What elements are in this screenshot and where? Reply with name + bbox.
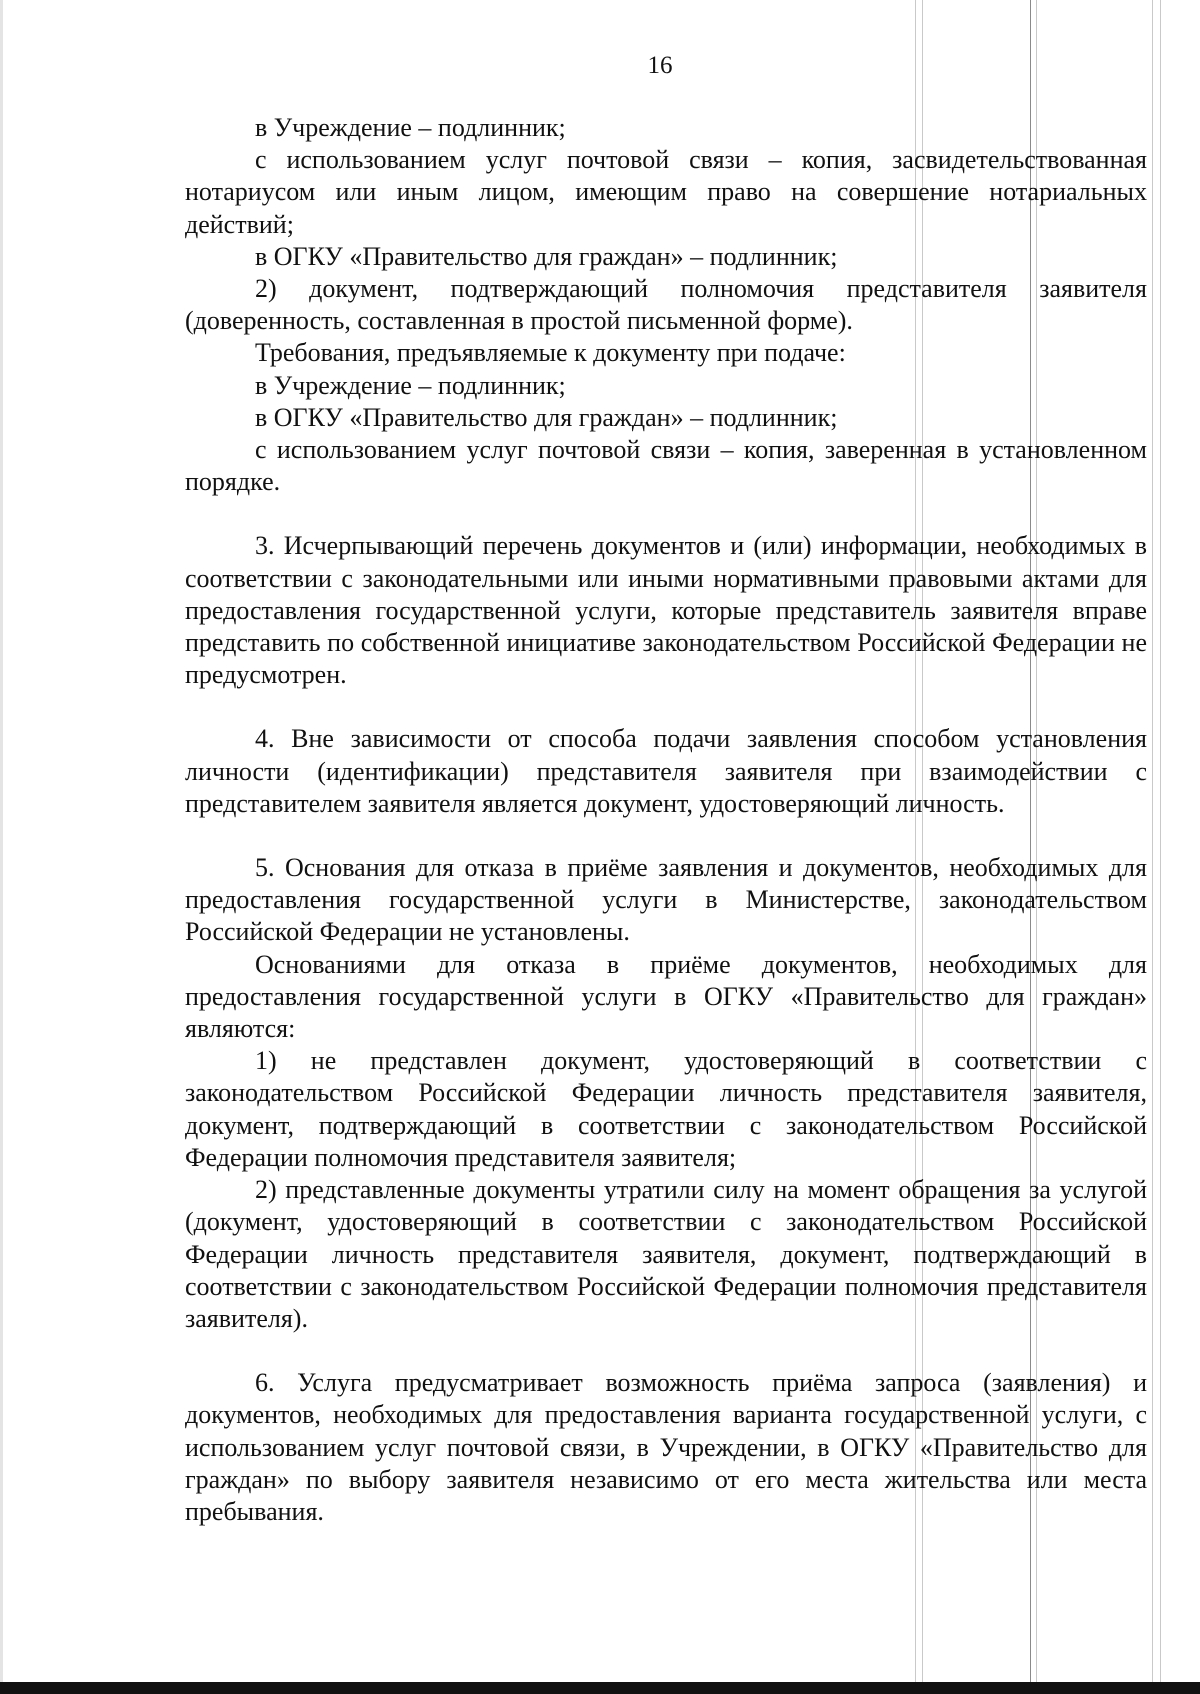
section-paragraph: 6. Услуга предусматривает возможность приёма запроса (заявления) и документов, необходимых для предоставления варианта государственной услуги, с использованием услуг почтовой связи, в Учреждении, в ОГКУ «Правительство для граждан» по выбору заявителя независимо от его места жительства или места пребывания. (185, 1368, 1147, 1526)
paragraph: с использованием услуг почтовой связи – копия, засвидетельствованная нотариусом или иным лицом, имеющим право на совершение нотариальных действий; (185, 145, 1147, 239)
section-paragraph: 5. Основания для отказа в приёме заявления и документов, необходимых для предоставления государственной услуги в Министерстве, законодательством Российской Федерации не установлены. (185, 853, 1147, 947)
paragraph: Основаниями для отказа в приёме документов, необходимых для предоставления государственной услуги в ОГКУ «Правительство для граждан» являются: (185, 949, 1147, 1044)
document-body (185, 112, 1147, 1528)
list-item: 1) не представлен документ, удостоверяющий в соответствии с законодательством Российской Федерации личность представителя заявителя, документ, подтверждающий в соответствии с законодательством Российской Федерации полномочия представителя заявителя; (185, 1046, 1147, 1172)
paragraph: в ОГКУ «Правительство для граждан» – подлинник; (255, 402, 838, 432)
scan-artifact-line (1152, 0, 1153, 1682)
section-paragraph: 4. Вне зависимости от способа подачи заявления способом установления личности (идентификации) представителя заявителя при взаимодействии с представителем заявителя является документ, удостоверяющий личность. (185, 724, 1147, 818)
scan-left-edge (0, 0, 3, 1694)
paragraph: Требования, предъявляемые к документу при подаче: (255, 338, 846, 368)
paragraph: в ОГКУ «Правительство для граждан» – подлинник; (255, 241, 838, 271)
paragraph: в Учреждение – подлинник; (255, 370, 566, 400)
paragraph: в Учреждение – подлинник; (255, 113, 566, 142)
section-paragraph: 3. Исчерпывающий перечень документов и (или) информации, необходимых в соответствии с законодательными или иными нормативными правовыми актами для предоставления государственной услуги, которые представитель заявителя вправе представить по собственной инициативе законодательством Российской Федерации не предусмотрен. (185, 531, 1147, 690)
list-item: 2) представленные документы утратили силу на момент обращения за услугой (документ, удостоверяющий в соответствии с законодательством Российской Федерации личность представителя заявителя, документ, подтверждающий в соответствии с законодательством Российской Федерации полномочия представителя заявителя). (185, 1175, 1147, 1333)
scan-artifact-line (1160, 0, 1161, 1682)
paragraph: с использованием услуг почтовой связи – копия, заверенная в установленном порядке. (185, 435, 1147, 497)
paragraph: 2) документ, подтверждающий полномочия представителя заявителя (доверенность, составленная в простой письменной форме). (185, 274, 1147, 336)
scan-bottom-edge (0, 1682, 1200, 1694)
page-number: 16 (647, 52, 673, 79)
